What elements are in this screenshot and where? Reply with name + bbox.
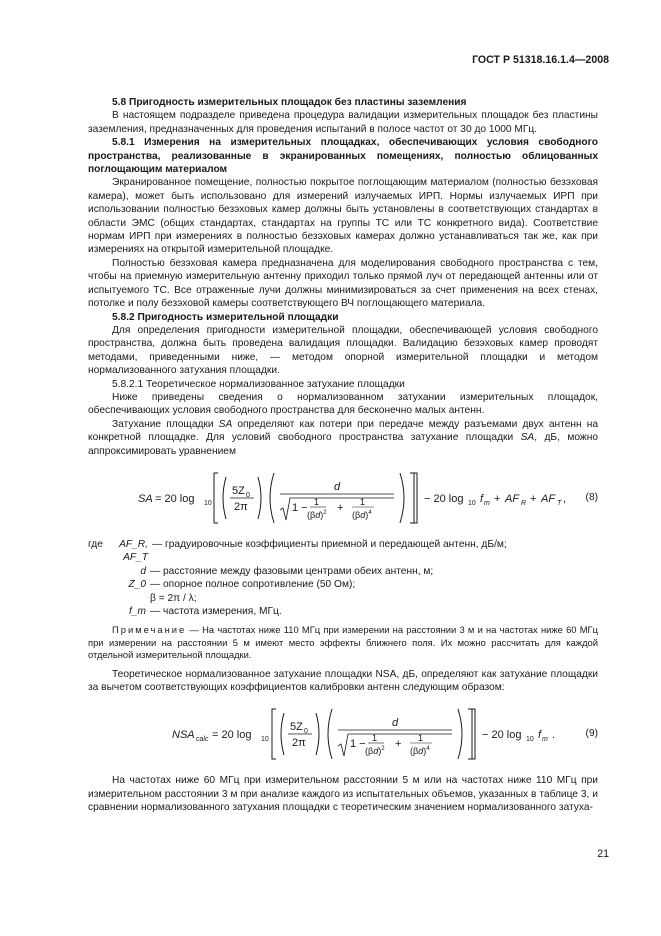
svg-text:.: . <box>552 729 556 742</box>
svg-text:10: 10 <box>261 736 269 744</box>
definition-text: — частота измерения, МГц. <box>150 606 282 617</box>
equation-8 <box>88 470 598 528</box>
svg-text:(βd)4: $(\beta d)^4$ <box>352 509 372 520</box>
nsa-paragraph: Теоретическое нормализованное затухание площадки NSA, дБ, определяют как затухание площадки за вычетом соответствующих коэффициентов калибровки антенн следующим образом: <box>88 668 598 694</box>
definition-text: — градуировочные коэффициенты приемной и передающей антенн, дБ/м; <box>152 538 507 550</box>
svg-text:f: f <box>538 729 542 742</box>
svg-text:m: m <box>542 736 548 744</box>
svg-text:1 −: 1 − <box>292 501 308 514</box>
svg-text:2π: 2π <box>234 500 248 513</box>
note <box>88 624 598 661</box>
svg-text:+: + <box>337 501 344 514</box>
svg-text:5Z: 5Z <box>290 721 303 734</box>
svg-text:= 20 log: = 20 log <box>155 492 195 505</box>
equation-9-number: (9) <box>585 728 598 740</box>
equation-9 <box>88 706 598 764</box>
definition-text: — расстояние между фазовыми центрами обеих антенн, м; <box>150 565 434 577</box>
svg-text:f: f <box>480 492 484 505</box>
svg-text:(βd)2: $(\beta d)^2$ <box>307 509 327 520</box>
section-5-8-title: 5.8 Пригодность измерительных площадок без пластины заземления <box>112 97 467 108</box>
section-5-8-1-title: 5.8.1 Измерения на измерительных площадках, обеспечивающих условия свободного пространства, реализованные в экранированных помещениях, полностью облицованных поглощающим материалом <box>88 137 598 176</box>
svg-text:1: 1 <box>372 733 378 744</box>
section-5-8-1-paragraph-2: Полностью безэховая камера предназначена для моделирования свободного пространства с тем, чтобы на приемную измерительную антенну приходил только прямой луч от передающей антенны или от испытуемого ТС. Все отраженные лучи должны минимизироваться за счет применения на всех стенах, потолке и полу безэховой камеры соответствующего ВЧ поглощающего материала. <box>88 257 598 310</box>
section-5-8-2-title: 5.8.2 Пригодность измерительной площадки <box>112 311 339 323</box>
svg-text:0: 0 <box>246 491 250 499</box>
section-5-8-2-1-paragraph-1: Ниже приведены сведения о нормализованном затухании измерительных площадок, обеспечивающих условия свободного пространства для бесконечно малых антенн. <box>88 391 598 417</box>
svg-text:m: m <box>484 499 490 507</box>
svg-text:1: 1 <box>360 496 366 507</box>
svg-text:,: , <box>563 492 567 505</box>
svg-text:d: d <box>392 717 399 730</box>
closing-paragraph: На частотах ниже 60 МГц при измерительном расстоянии 5 м или на частотах ниже 110 МГц при измерительном расстоянии 3 м при анализе каждого из испытательных объемов, указанных в таблице 3, и сравнении нормализованного затухания площадки с теоретическим значением нормализованного затуха- <box>88 775 598 814</box>
section-5-8-2-1-paragraph-2: Затухание площадки SA определяют как потери при передаче между разъемами двух антенн на конкретной площадке. Для условий свободного пространства затухание площадки SA, дБ, можно аппроксимировать уравнением <box>88 418 599 457</box>
svg-text:+: + <box>494 492 501 505</box>
svg-text:10: 10 <box>468 499 476 507</box>
svg-text:R: R <box>521 499 527 507</box>
svg-text:AF: AF <box>541 492 556 505</box>
svg-text:− 20 log: − 20 log <box>482 729 522 742</box>
svg-text:AF: AF <box>505 492 520 505</box>
svg-text:10: 10 <box>204 499 212 507</box>
svg-text:1 −: 1 − <box>350 738 366 751</box>
svg-text:= 20 log: = 20 log <box>212 729 252 742</box>
svg-text:T: T <box>557 499 562 507</box>
svg-text:(βd)4: $(\beta d)^4$ <box>410 746 430 757</box>
section-5-8-text: В настоящем подразделе приведена процедура валидации измерительных площадок без пластины заземления, предназначенных для проведения испытаний в полосе частот от 30 до 1000 МГц. <box>88 110 598 135</box>
definition-row <box>88 565 598 578</box>
page-number: 21 <box>597 848 609 860</box>
section-5-8-2-paragraph: Для определения пригодности измерительной площадки, обеспечивающей условия свободного пространства, должна быть проведена валидация площадки. Валидацию безэховых камер проводят методами, приведенными ниже, — методом опорной измерительной площадки и методом нормализованного затухания площадки. <box>88 324 598 377</box>
svg-text:0: 0 <box>304 728 308 736</box>
document-body <box>88 96 598 815</box>
definition-symbol: d <box>140 565 146 577</box>
definition-row <box>88 538 598 565</box>
svg-text:(βd)2: $(\beta d)^2$ <box>365 746 385 757</box>
equation-9-formula <box>172 706 592 764</box>
definition-symbol: AF_R, AF_T <box>119 538 148 564</box>
section-5-8-2-1-title: 5.8.2.1 Теоретическое нормализованное затухание площадки <box>112 378 405 390</box>
definitions-lead: где <box>88 538 103 550</box>
svg-text:1: 1 <box>418 733 424 744</box>
definition-row <box>88 592 598 605</box>
svg-text:+: + <box>395 738 402 751</box>
definition-text: — опорное полное сопротивление (50 Ом); <box>150 579 356 591</box>
svg-text:2π: 2π <box>292 737 306 750</box>
svg-text:+: + <box>530 492 537 505</box>
equation-8-formula <box>138 470 618 528</box>
definition-symbol: Z_0 <box>128 579 146 591</box>
note-text: — На частотах ниже 110 МГц при измерении на расстоянии 3 м и на частотах ниже 60 МГц при измерении на расстоянии 5 м имеют место эффекты ближнего поля. Их можно рассчитать для каждой отдельной измерительной площадки. <box>88 624 598 661</box>
svg-text:5Z: 5Z <box>232 484 245 497</box>
definition-text: β = 2π / λ; <box>150 592 197 604</box>
svg-text:1: 1 <box>314 496 320 507</box>
definition-row <box>88 605 598 618</box>
definition-row <box>88 578 598 591</box>
symbol-definitions <box>88 538 598 618</box>
equation-8-number: (8) <box>585 491 598 503</box>
definition-symbol: f_m <box>129 606 146 617</box>
svg-text:NSA: NSA <box>172 729 195 742</box>
standard-header: ГОСТ Р 51318.16.1.4—2008 <box>472 54 609 66</box>
svg-text:SA: SA <box>138 492 153 505</box>
definition-symbol <box>88 592 150 605</box>
svg-text:− 20 log: − 20 log <box>424 492 464 505</box>
note-label: Примечание <box>112 624 187 636</box>
section-5-8-1-paragraph-1: Экранированное помещение, полностью покрытое поглощающим материалом (полностью безэховая камера), может быть использовано для измерений излучаемых ИРП. Нормы излучаемых ИРП при использовании полностью безэховых камер должны быть установлены в соответствующих стандартах в области ЭМС (общих стандартах, стандартах на группы ТС или ТС конкретного вида). Соответствие нормам ИРП при измерениях в полностью безэховых камерах должно устанавливаться так же, как при измерениях на открытой измерительной площадке. <box>88 177 598 256</box>
svg-text:10: 10 <box>526 736 534 744</box>
svg-text:d: d <box>334 480 341 493</box>
svg-text:calc: calc <box>196 736 209 744</box>
